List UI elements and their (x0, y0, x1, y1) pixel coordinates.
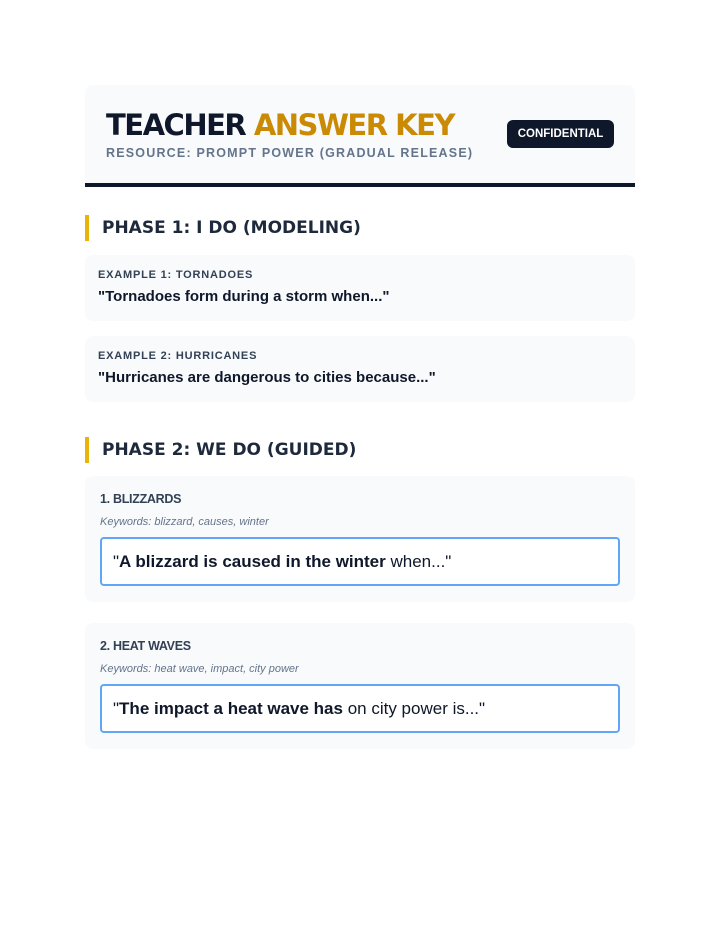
example-label: EXAMPLE 1: TORNADOES (98, 269, 254, 281)
answer-open-quote: " (113, 551, 120, 571)
guided-title: 1. BLIZZARDS (100, 492, 182, 506)
answer-stem-rest: on city power is..." (342, 698, 486, 718)
example-card-tornadoes (85, 255, 635, 321)
example-quote: "Tornadoes form during a storm when..." (98, 288, 390, 305)
guided-card-blizzards (85, 476, 635, 602)
guided-keywords: Keywords: blizzard, causes, winter (100, 516, 269, 528)
guided-title: 2. HEAT WAVES (100, 639, 191, 653)
answer-open-quote: " (113, 698, 120, 718)
example-quote: "Hurricanes are dangerous to cities because..." (98, 369, 436, 386)
example-label: EXAMPLE 2: HURRICANES (98, 350, 258, 362)
example-card-hurricanes (85, 336, 635, 402)
answer-key-header (85, 85, 635, 184)
answer-box[interactable] (100, 537, 620, 586)
title-teacher: TEACHER (106, 108, 246, 142)
answer-stem-bold: The impact a heat wave has (119, 698, 343, 718)
header-divider (85, 183, 635, 187)
phase1-heading: PHASE 1: I DO (MODELING) (85, 215, 635, 241)
answer-stem-rest: when..." (385, 551, 452, 571)
resource-subtitle: RESOURCE: PROMPT POWER (GRADUAL RELEASE) (106, 146, 474, 160)
guided-card-heat-waves (85, 623, 635, 749)
answer-stem-bold: A blizzard is caused in the winter (119, 551, 386, 571)
title-answer-key: ANSWER KEY (253, 108, 454, 142)
confidential-badge: CONFIDENTIAL (507, 120, 614, 148)
page-title (106, 107, 454, 143)
phase2-heading: PHASE 2: WE DO (GUIDED) (85, 437, 635, 463)
guided-keywords: Keywords: heat wave, impact, city power (100, 663, 299, 675)
answer-box[interactable] (100, 684, 620, 733)
